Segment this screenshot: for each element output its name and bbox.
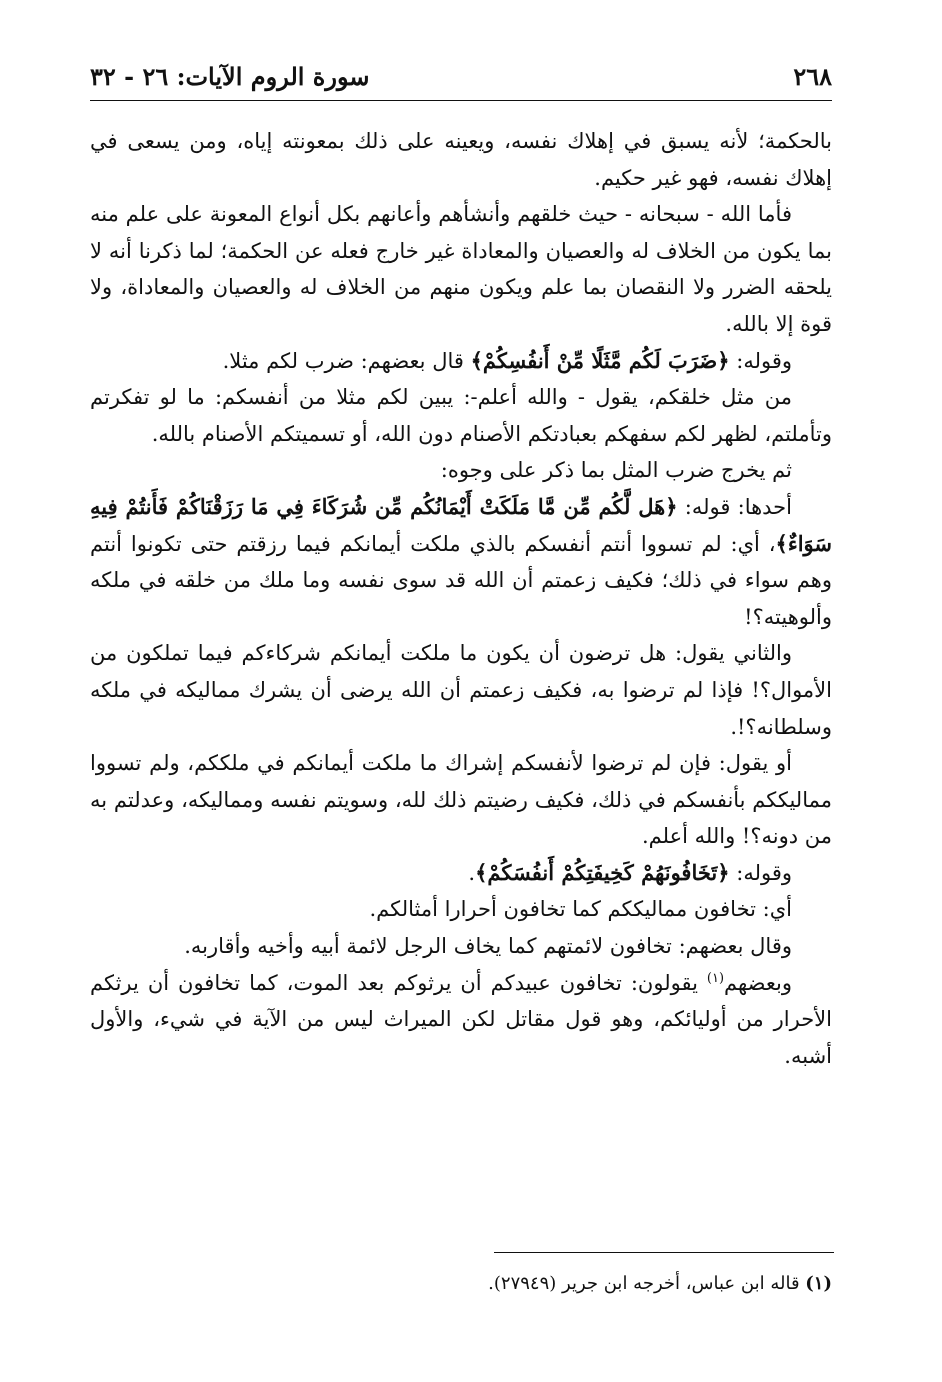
footnote-number: (١) xyxy=(805,1273,832,1294)
footnote-1 xyxy=(112,1270,832,1298)
footnote-text: قاله ابن عباس، أخرجه ابن جرير (٢٧٩٤٩). xyxy=(488,1273,806,1294)
running-title: سورة الروم الآيات: ٢٦ - ٣٢ xyxy=(90,62,370,91)
paragraph-6-tail: ، أي: لم تسووا أنتم أنفسكم بالذي ملكت أيمانكم فيما رزقتم حتى تكونوا أنتم وهم سواء في ذلك؛ فكيف زعمتم أن الله قد سوى نفسه وما ملك من خلقه في ملكه وألوهيته؟! xyxy=(90,531,832,629)
paragraph-9-lead: وقوله: xyxy=(729,860,792,885)
paragraph-2: فأما الله - سبحانه - حيث خلقهم وأنشأهم وأعانهم بكل أنواع المعونة على علم منه بما يكون من الخلاف له والعصيان والمعاداة غير خارج فعله عن الحكمة؛ لما ذكرنا أنه لا يلحقه الضرر ولا النقصان بما علم ويكون منهم من الخلاف له والعصيان والمعاداة، ولا قوة إلا بالله. xyxy=(90,202,832,336)
paragraph-5: ثم يخرج ضرب المثل بما ذكر على وجوه: xyxy=(440,458,792,483)
paragraph-10: أي: تخافون مماليككم كما تخافون أحرارا أمثالكم. xyxy=(369,897,792,922)
page-number: ٢٦٨ xyxy=(793,62,832,91)
paragraph-8: أو يقول: فإن لم ترضوا لأنفسكم إشراك ما ملكت أيمانكم في ملككم، ولم تسووا مماليككم بأنفسكم في ذلك، فكيف رضيتم ذلك لله، وسويتم نفسه ومماليكه، وعدلتم به من دونه؟! والله أعلم. xyxy=(90,751,832,849)
paragraph-6 xyxy=(90,489,832,635)
page xyxy=(90,60,832,1074)
paragraph-3-lead: وقوله: xyxy=(729,348,792,373)
paragraph-3-tail: قال بعضهم: ضرب لكم مثلا. xyxy=(222,348,471,373)
paragraph-1: بالحكمة؛ لأنه يسبق في إهلاك نفسه، ويعينه على ذلك بمعونته إياه، ومن يسعى في إهلاك نفسه، فهو غير حكيم. xyxy=(90,129,832,190)
quran-verse-1: ﴿ضَرَبَ لَكُم مَّثَلًا مِّنْ أَنفُسِكُمْ﴾ xyxy=(470,347,730,373)
paragraph-9-tail: . xyxy=(468,860,476,885)
main-text xyxy=(90,123,832,1074)
footnote-reference[interactable]: (١) xyxy=(706,970,725,986)
header-rule xyxy=(90,100,832,101)
paragraph-9 xyxy=(90,855,832,892)
paragraph-11: وقال بعضهم: تخافون لائمتهم كما يخاف الرجل لائمة أبيه وأخيه وأقاربه. xyxy=(184,934,792,959)
running-header xyxy=(90,60,832,94)
paragraph-7: والثاني يقول: هل ترضون أن يكون ما ملكت أيمانكم شركاءكم فيما تملكون من الأموال؟! فإذا لم ترضوا به، فكيف زعمتم أن الله يرضى أن يشرك مماليكه في ملكه وسلطانه؟!. xyxy=(90,641,832,739)
paragraph-12-tail: يقولون: تخافون عبيدكم أن يرثوكم بعد الموت، كما تخافون أن يرثكم الأحرار من أوليائكم، وهو قول مقاتل لكن الميراث ليس من الآية في شيء، والأول أشبه. xyxy=(90,970,832,1068)
paragraph-4: من مثل خلقكم، يقول - والله أعلم-: يبين لكم مثلا من أنفسكم: ما لو تفكرتم وتأملتم، لظهر لكم سفهكم بعبادتكم الأصنام دون الله، أو تسميتكم الأصنام بالله. xyxy=(90,385,832,446)
paragraph-6-lead: أحدها: قوله: xyxy=(677,494,793,519)
paragraph-12-lead: وبعضهم xyxy=(724,970,792,995)
paragraph-3 xyxy=(90,343,832,380)
quran-verse-2: ﴿هَل لَّكُم مِّن مَّا مَلَكَتْ أَيْمَانُكُم مِّن شُرَكَاءَ فِي مَا رَزَقْنَاكُمْ فَأَنتُمْ فِيهِ سَوَاءٌ﴾ xyxy=(90,493,832,556)
quran-verse-3: ﴿تَخَافُونَهُمْ كَخِيفَتِكُمْ أَنفُسَكُمْ﴾ xyxy=(475,859,730,885)
footnote-rule xyxy=(494,1252,834,1253)
paragraph-12 xyxy=(90,965,832,1075)
